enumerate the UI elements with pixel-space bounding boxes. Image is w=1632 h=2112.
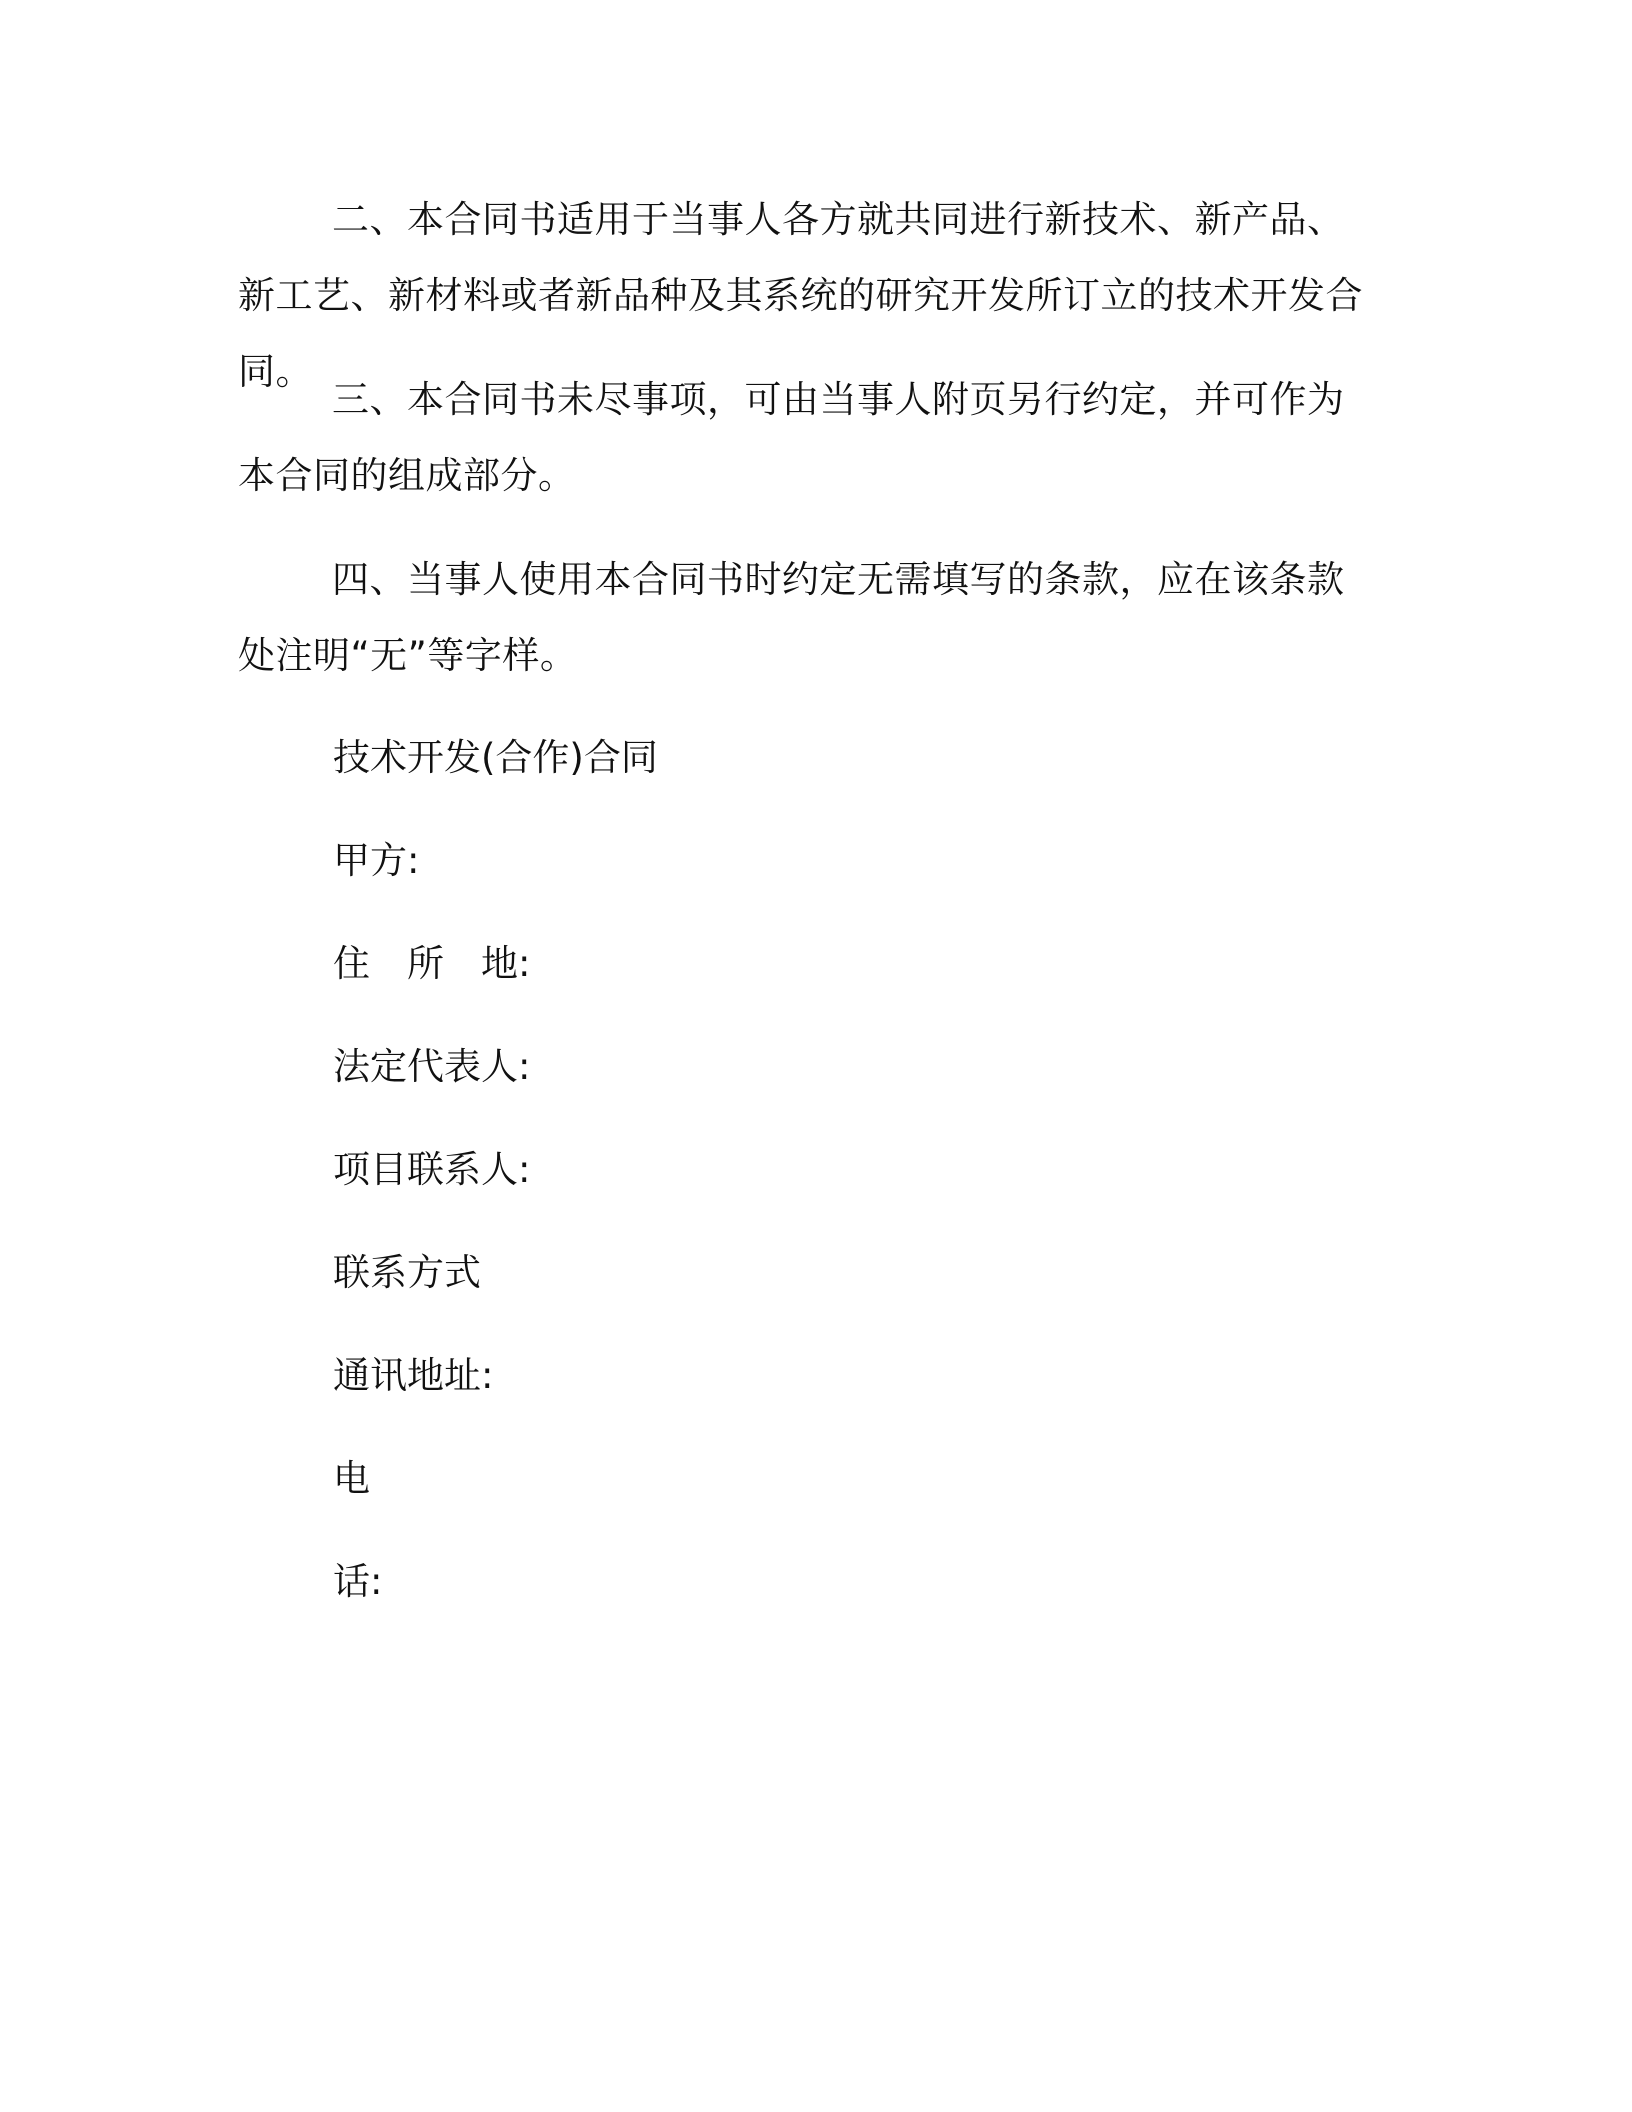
clause-3-paragraph: 三、本合同书未尽事项，可由当事人附页另行约定，并可作为本合同的组成部分。 — [238, 378, 1345, 497]
mailing-address-label: 通讯地址: — [333, 1354, 494, 1397]
contact-method-label: 联系方式 — [333, 1251, 481, 1294]
legal-representative-label: 法定代表人: — [333, 1045, 531, 1088]
phone-label-line1: 电 — [333, 1457, 370, 1500]
clause-4-paragraph: 四、当事人使用本合同书时约定无需填写的条款，应在该条款处注明“无”等字样。 — [238, 558, 1345, 677]
phone-label-line2: 话: — [333, 1560, 383, 1603]
contract-title: 技术开发(合作)合同 — [333, 736, 658, 779]
address-label: 住 所 地: — [333, 942, 531, 985]
clause-2-paragraph: 二、本合同书适用于当事人各方就共同进行新技术、新产品、新工艺、新材料或者新品种及其系统的研究开发所订立的技术开发合同。 — [238, 198, 1363, 393]
project-contact-label: 项目联系人: — [333, 1148, 531, 1191]
party-a-label: 甲方: — [333, 839, 420, 882]
